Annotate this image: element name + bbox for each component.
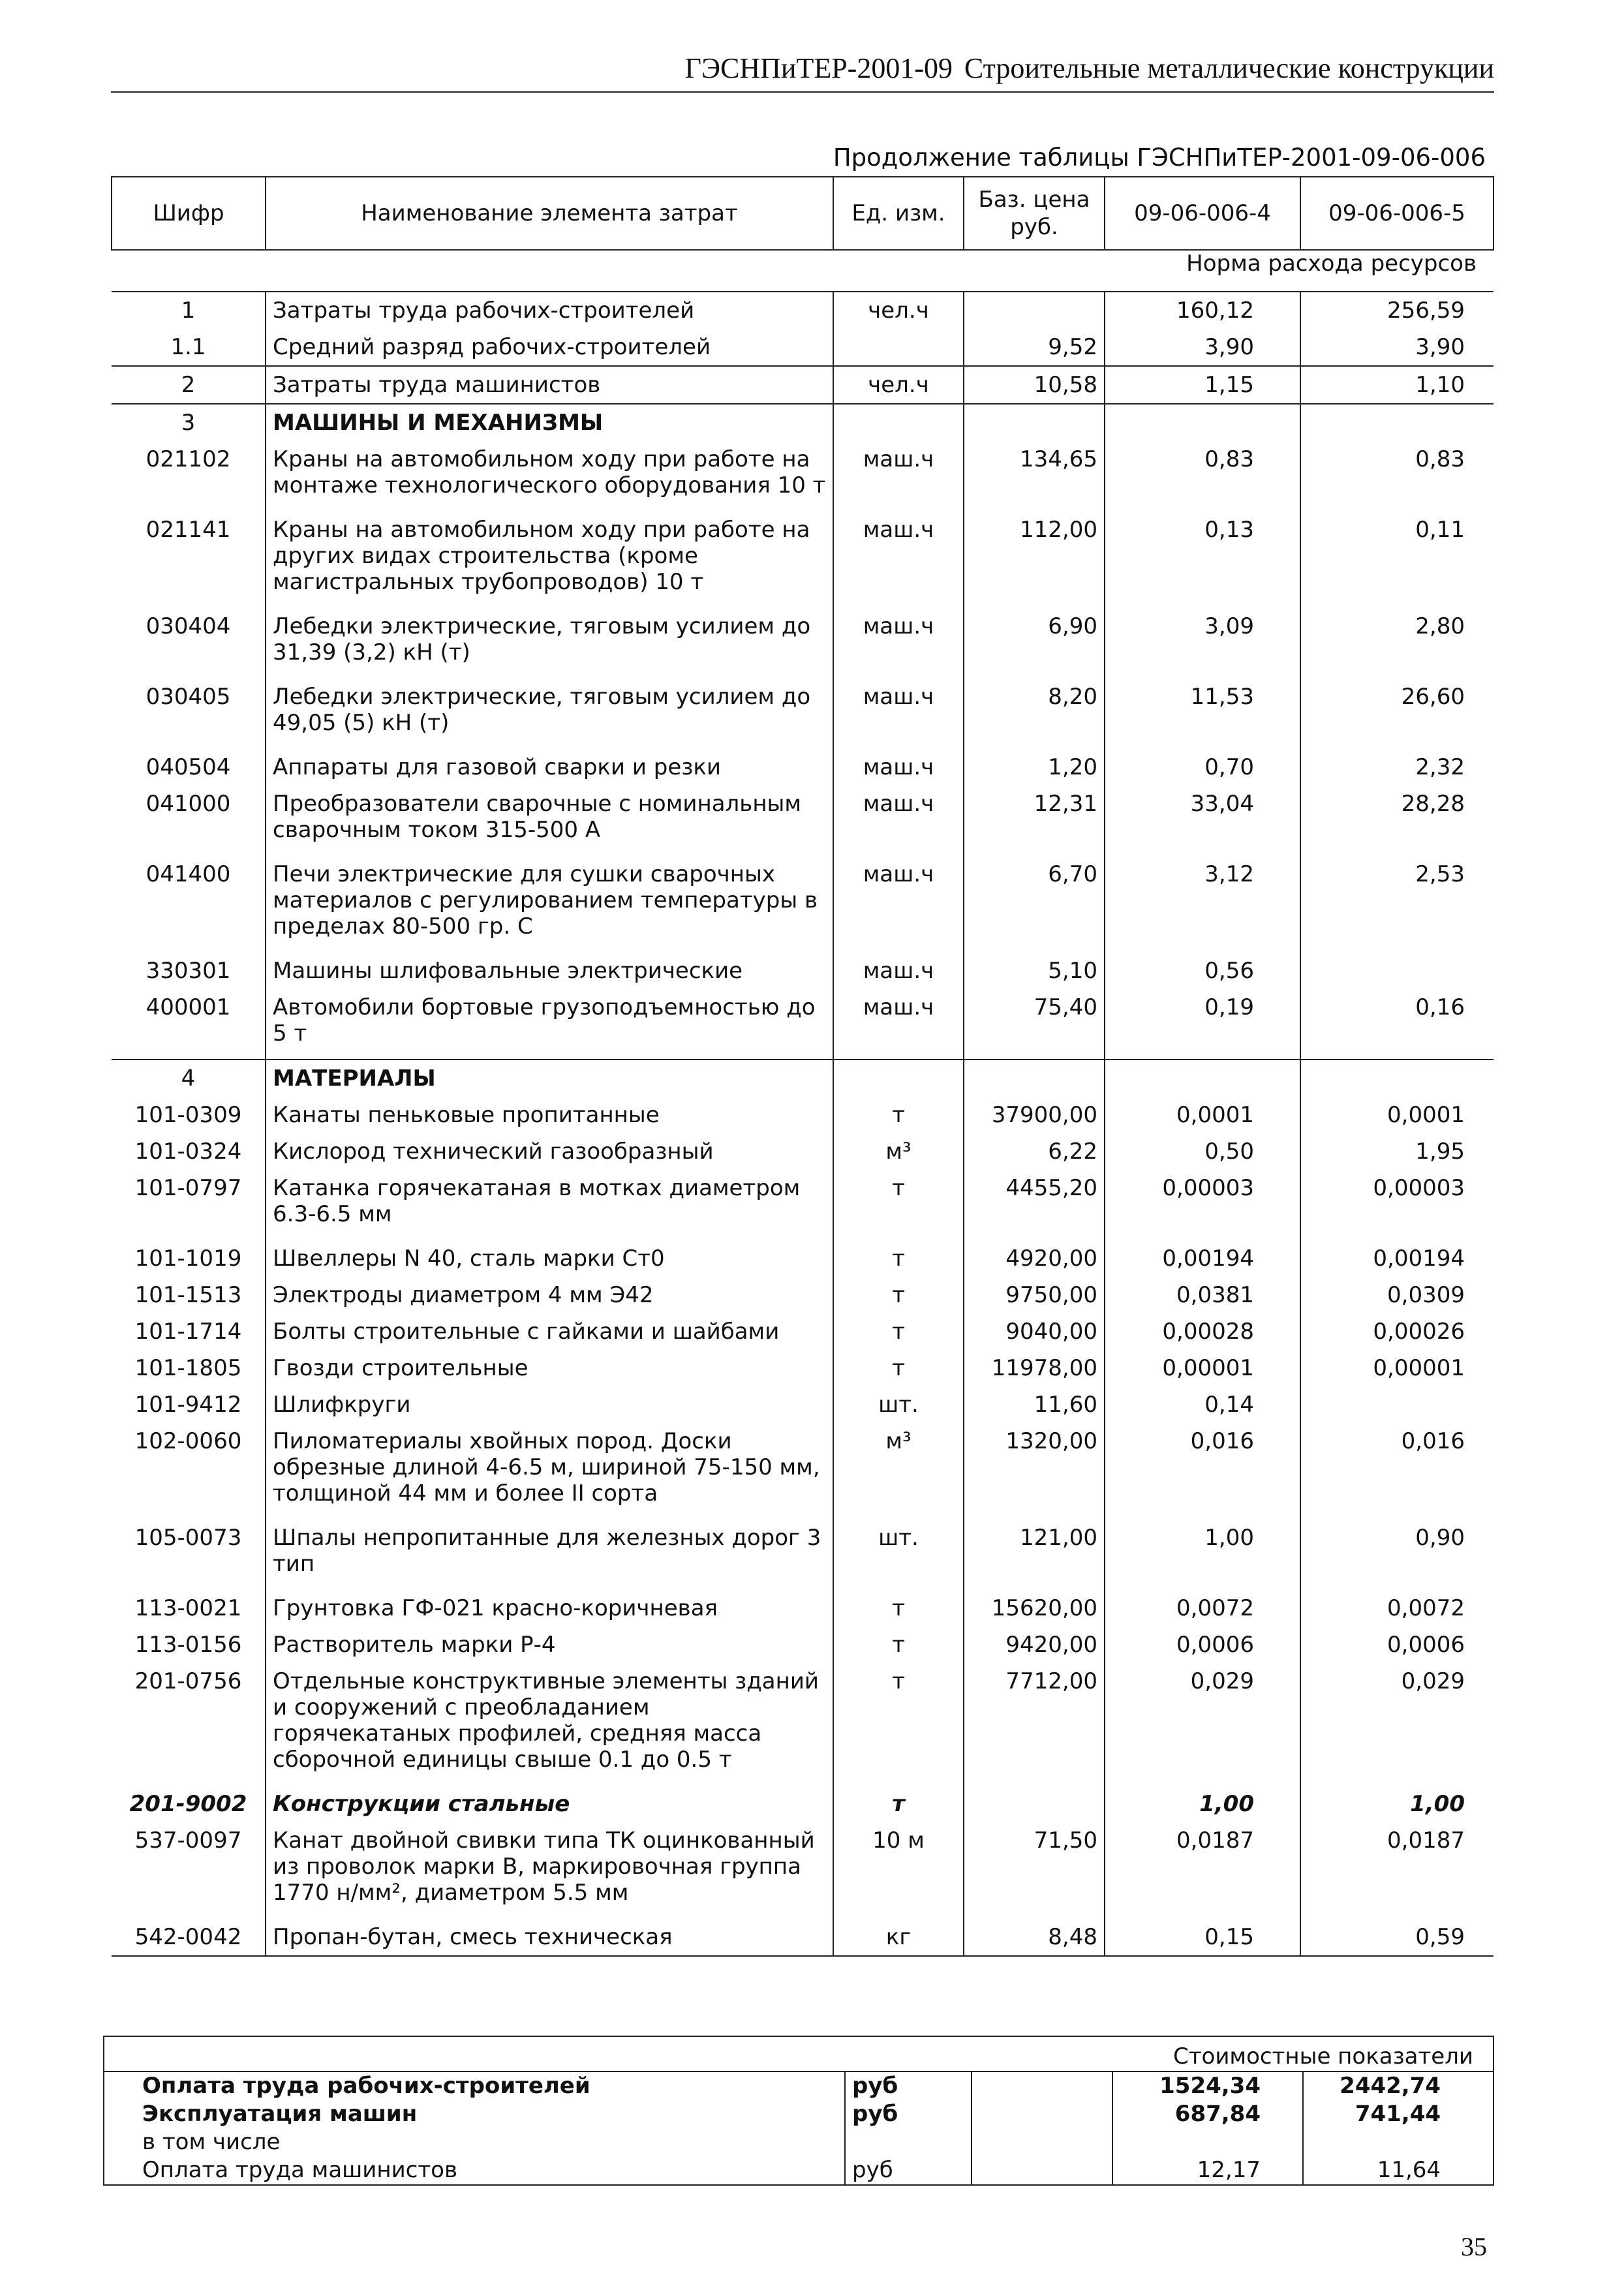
row-price: 7712,00	[964, 1663, 1105, 1786]
table-row	[112, 1590, 1494, 1627]
row-code: 101-0324	[134, 1138, 242, 1165]
row-code: 542-0042	[134, 1924, 242, 1950]
row-value-2: 1,00	[1300, 1786, 1494, 1822]
cost-row-name: Оплата труда машинистов	[142, 2157, 458, 2183]
row-price: 12,31	[964, 786, 1105, 856]
table-row	[112, 1919, 1494, 1956]
row-name: Краны на автомобильном ходу при работе на монтаже технологического оборудования 10 т	[266, 441, 833, 512]
row-code: 1.1	[170, 334, 206, 360]
row-name: Катанка горячекатаная в мотках диаметром 6.3-6.5 мм	[266, 1170, 833, 1240]
row-price: 6,90	[964, 608, 1105, 679]
row-name: Пиломатериалы хвойных пород. Доски обрезные длиной 4-6.5 м, шириной 75-150 мм, толщиной 44 мм и более II сорта	[266, 1423, 833, 1520]
row-unit: т	[833, 1590, 964, 1627]
cost-label: Стоимостные показатели	[104, 2036, 1494, 2071]
row-value-2: 0,0309	[1300, 1277, 1494, 1313]
row-code: 537-0097	[134, 1827, 242, 1854]
col-header-col1: 09-06-006-4	[1105, 177, 1300, 250]
table-row	[112, 1822, 1494, 1919]
row-value-1: 1,00	[1105, 1520, 1300, 1590]
row-value-1: 3,09	[1105, 608, 1300, 679]
cost-row-name: в том числе	[142, 2129, 281, 2155]
row-unit	[833, 329, 964, 366]
cost-row	[104, 2071, 1494, 2100]
row-name: Электроды диаметром 4 мм Э42	[266, 1277, 833, 1313]
row-price: 71,50	[964, 1822, 1105, 1919]
cost-row-value-1: 12,17	[1112, 2156, 1303, 2185]
row-price: 1320,00	[964, 1423, 1105, 1520]
row-value-2: 0,83	[1300, 441, 1494, 512]
row-value-1: 0,029	[1105, 1663, 1300, 1786]
row-price: 8,48	[964, 1919, 1105, 1956]
row-value-1: 1,00	[1105, 1786, 1300, 1822]
row-code: 330301	[146, 958, 231, 984]
table-row	[112, 512, 1494, 608]
row-value-1: 1,15	[1105, 366, 1300, 404]
table-row	[112, 856, 1494, 953]
row-price: 1,20	[964, 749, 1105, 786]
row-name: МАТЕРИАЛЫ	[266, 1060, 833, 1097]
row-unit: шт.	[833, 1386, 964, 1423]
row-value-2	[1300, 953, 1494, 989]
row-unit: т	[833, 1350, 964, 1386]
row-value-1: 3,12	[1105, 856, 1300, 953]
row-code: 021141	[146, 517, 231, 543]
row-value-2: 0,029	[1300, 1663, 1494, 1786]
row-name: Шлифкруги	[266, 1386, 833, 1423]
running-header	[111, 39, 1494, 93]
row-price: 112,00	[964, 512, 1105, 608]
cost-row-value-1: 687,84	[1112, 2100, 1303, 2128]
table-header-row	[112, 177, 1494, 250]
cost-row-value-2: 741,44	[1303, 2100, 1494, 2128]
table-row	[112, 608, 1494, 679]
row-code: 201-9002	[129, 1791, 247, 1817]
row-name: Затраты труда рабочих-строителей	[266, 292, 833, 329]
row-price: 75,40	[964, 989, 1105, 1060]
row-unit: т	[833, 1240, 964, 1277]
row-value-1: 33,04	[1105, 786, 1300, 856]
row-value-1: 0,50	[1105, 1133, 1300, 1170]
row-unit: шт.	[833, 1520, 964, 1590]
cost-row-unit: руб	[845, 2100, 972, 2128]
page-number: 35	[1461, 2232, 1487, 2261]
cost-indicators-table	[103, 2036, 1494, 2186]
row-price: 9040,00	[964, 1313, 1105, 1350]
row-price: 11,60	[964, 1386, 1105, 1423]
table-row	[112, 329, 1494, 366]
row-value-1: 0,0001	[1105, 1097, 1300, 1133]
row-name: Шпалы непропитанные для железных дорог 3 тип	[266, 1520, 833, 1590]
row-code: 030404	[146, 613, 231, 639]
row-value-2: 2,80	[1300, 608, 1494, 679]
row-value-2: 0,00194	[1300, 1240, 1494, 1277]
row-unit: кг	[833, 1919, 964, 1956]
table-row	[112, 1520, 1494, 1590]
row-unit: т	[833, 1627, 964, 1663]
table-row	[112, 989, 1494, 1060]
cost-row-unit: руб	[845, 2071, 972, 2100]
row-price: 121,00	[964, 1520, 1105, 1590]
row-name: Растворитель марки Р-4	[266, 1627, 833, 1663]
row-unit: маш.ч	[833, 512, 964, 608]
row-value-2: 28,28	[1300, 786, 1494, 856]
row-value-1: 0,70	[1105, 749, 1300, 786]
table-row	[112, 366, 1494, 404]
row-value-1: 11,53	[1105, 679, 1300, 749]
row-price: 6,22	[964, 1133, 1105, 1170]
row-value-1: 3,90	[1105, 329, 1300, 366]
table-continuation-caption: Продолжение таблицы ГЭСНПиТЕР-2001-09-06-006	[833, 144, 1486, 172]
row-price: 11978,00	[964, 1350, 1105, 1386]
cost-row-value-2: 11,64	[1303, 2156, 1494, 2185]
row-price: 15620,00	[964, 1590, 1105, 1627]
row-code: 040504	[146, 754, 231, 780]
cost-row-value-1: 1524,34	[1112, 2071, 1303, 2100]
row-name: Аппараты для газовой сварки и резки	[266, 749, 833, 786]
row-price	[964, 1786, 1105, 1822]
row-name: Краны на автомобильном ходу при работе на других видах строительства (кроме магистральных трубопроводов) 10 т	[266, 512, 833, 608]
col-header-price: Баз. цена руб.	[964, 177, 1105, 250]
col-header-name: Наименование элемента затрат	[266, 177, 833, 250]
row-value-1: 0,15	[1105, 1919, 1300, 1956]
row-code: 101-1714	[134, 1319, 242, 1345]
row-price	[964, 292, 1105, 329]
row-code: 113-0021	[134, 1595, 242, 1621]
table-row	[112, 1277, 1494, 1313]
row-value-2: 0,00003	[1300, 1170, 1494, 1240]
row-value-2: 1,10	[1300, 366, 1494, 404]
table-row	[112, 441, 1494, 512]
section-row-machines	[112, 404, 1494, 441]
row-value-1: 0,56	[1105, 953, 1300, 989]
row-value-1: 0,13	[1105, 512, 1300, 608]
row-unit: т	[833, 1097, 964, 1133]
row-unit: маш.ч	[833, 989, 964, 1060]
row-unit: м³	[833, 1423, 964, 1520]
row-name: Лебедки электрические, тяговым усилием до 31,39 (3,2) кН (т)	[266, 608, 833, 679]
row-price: 10,58	[964, 366, 1105, 404]
cost-row	[104, 2156, 1494, 2185]
row-price: 4455,20	[964, 1170, 1105, 1240]
table-row	[112, 679, 1494, 749]
row-value-2: 0,00001	[1300, 1350, 1494, 1386]
table-row	[112, 1350, 1494, 1386]
section-row-materials	[112, 1060, 1494, 1097]
cost-row-name: Оплата труда рабочих-строителей	[142, 2073, 590, 2099]
row-code: 4	[112, 1060, 266, 1097]
row-code: 101-1805	[134, 1355, 242, 1381]
row-value-1: 0,0381	[1105, 1277, 1300, 1313]
row-code: 105-0073	[134, 1525, 242, 1551]
row-unit: т	[833, 1277, 964, 1313]
row-name: Пропан-бутан, смесь техническая	[266, 1919, 833, 1956]
row-code: 101-1019	[134, 1245, 242, 1272]
row-price: 4920,00	[964, 1240, 1105, 1277]
row-code: 101-9412	[134, 1392, 242, 1418]
row-unit: т	[833, 1786, 964, 1822]
row-unit: т	[833, 1663, 964, 1786]
cost-label-row	[104, 2036, 1494, 2071]
row-code: 2	[112, 366, 266, 404]
table-row-highlighted	[112, 1786, 1494, 1822]
row-unit: т	[833, 1313, 964, 1350]
row-name: Лебедки электрические, тяговым усилием до 49,05 (5) кН (т)	[266, 679, 833, 749]
row-value-1: 0,0187	[1105, 1822, 1300, 1919]
row-value-2: 0,0001	[1300, 1097, 1494, 1133]
table-row	[112, 1386, 1494, 1423]
row-name: Конструкции стальные	[266, 1786, 833, 1822]
row-name: Машины шлифовальные электрические	[266, 953, 833, 989]
row-value-2: 0,0006	[1300, 1627, 1494, 1663]
row-value-1: 0,0072	[1105, 1590, 1300, 1627]
row-price: 134,65	[964, 441, 1105, 512]
col-header-code: Шифр	[112, 177, 266, 250]
row-code: 101-0309	[134, 1102, 242, 1128]
row-value-2: 0,11	[1300, 512, 1494, 608]
row-value-2: 2,32	[1300, 749, 1494, 786]
row-name: МАШИНЫ И МЕХАНИЗМЫ	[266, 404, 833, 441]
table-row	[112, 1240, 1494, 1277]
row-value-2: 0,90	[1300, 1520, 1494, 1590]
row-name: Автомобили бортовые грузоподъемностью до 5 т	[266, 989, 833, 1060]
cost-row-value-2: 2442,74	[1303, 2071, 1494, 2100]
row-value-2: 0,0072	[1300, 1590, 1494, 1627]
row-unit: маш.ч	[833, 441, 964, 512]
row-code: 041000	[146, 791, 231, 817]
row-code: 021102	[146, 446, 231, 472]
table-row	[112, 1313, 1494, 1350]
row-name: Болты строительные с гайками и шайбами	[266, 1313, 833, 1350]
cost-row-unit: руб	[845, 2156, 972, 2185]
row-unit: т	[833, 1170, 964, 1240]
row-name: Кислород технический газообразный	[266, 1133, 833, 1170]
row-name: Канаты пеньковые пропитанные	[266, 1097, 833, 1133]
row-price: 9420,00	[964, 1627, 1105, 1663]
row-value-2: 26,60	[1300, 679, 1494, 749]
table-row	[112, 292, 1494, 329]
row-name: Гвозди строительные	[266, 1350, 833, 1386]
row-code: 030405	[146, 684, 231, 710]
row-value-2: 1,95	[1300, 1133, 1494, 1170]
row-name: Канат двойной свивки типа ТК оцинкованный из проволок марки В, маркировочная группа 1770 н/мм², диаметром 5.5 мм	[266, 1822, 833, 1919]
row-code: 041400	[146, 861, 231, 887]
row-value-2	[1300, 1386, 1494, 1423]
row-name: Швеллеры N 40, сталь марки Ст0	[266, 1240, 833, 1277]
col-header-col2: 09-06-006-5	[1300, 177, 1494, 250]
row-name: Преобразователи сварочные с номинальным сварочным током 315-500 А	[266, 786, 833, 856]
row-value-2: 256,59	[1300, 292, 1494, 329]
col-header-unit: Ед. изм.	[833, 177, 964, 250]
table-row	[112, 1170, 1494, 1240]
row-price: 9,52	[964, 329, 1105, 366]
row-value-1: 0,00001	[1105, 1350, 1300, 1386]
row-value-2: 0,16	[1300, 989, 1494, 1060]
cost-row	[104, 2100, 1494, 2128]
row-value-1: 0,0006	[1105, 1627, 1300, 1663]
row-unit: маш.ч	[833, 786, 964, 856]
norm-label-row	[112, 250, 1494, 292]
table-row	[112, 786, 1494, 856]
row-unit: маш.ч	[833, 856, 964, 953]
header-code: ГЭСНПиТЕР-2001-09	[684, 52, 953, 84]
header-title: Строительные металлические конструкции	[964, 52, 1494, 84]
table-row	[112, 1423, 1494, 1520]
row-price: 5,10	[964, 953, 1105, 989]
row-code: 3	[112, 404, 266, 441]
row-value-1: 0,19	[1105, 989, 1300, 1060]
row-unit: маш.ч	[833, 679, 964, 749]
row-value-1: 0,00194	[1105, 1240, 1300, 1277]
row-unit: м³	[833, 1133, 964, 1170]
row-price: 6,70	[964, 856, 1105, 953]
row-value-1: 0,14	[1105, 1386, 1300, 1423]
row-code: 102-0060	[134, 1428, 242, 1454]
row-code: 400001	[146, 994, 231, 1020]
row-value-2: 0,59	[1300, 1919, 1494, 1956]
norm-label: Норма расхода ресурсов	[112, 250, 1494, 292]
row-name: Средний разряд рабочих-строителей	[266, 329, 833, 366]
row-value-1: 0,00003	[1105, 1170, 1300, 1240]
table-row	[112, 1097, 1494, 1133]
row-value-2: 0,016	[1300, 1423, 1494, 1520]
table-row	[112, 1663, 1494, 1786]
cost-row-name: Эксплуатация машин	[142, 2101, 418, 2127]
row-unit: маш.ч	[833, 608, 964, 679]
table-row	[112, 749, 1494, 786]
row-value-1: 0,00028	[1105, 1313, 1300, 1350]
row-code: 113-0156	[134, 1632, 242, 1658]
row-price: 9750,00	[964, 1277, 1105, 1313]
row-code: 1	[181, 298, 196, 324]
row-code: 201-0756	[134, 1668, 242, 1694]
row-unit: маш.ч	[833, 749, 964, 786]
row-name: Грунтовка ГФ-021 красно-коричневая	[266, 1590, 833, 1627]
cost-row	[104, 2128, 1494, 2156]
row-value-1: 160,12	[1105, 292, 1300, 329]
row-unit: чел.ч	[833, 366, 964, 404]
table-row	[112, 1627, 1494, 1663]
row-unit: маш.ч	[833, 953, 964, 989]
row-name: Печи электрические для сушки сварочных материалов с регулированием температуры в пределах 80-500 гр. С	[266, 856, 833, 953]
row-unit: чел.ч	[833, 292, 964, 329]
row-value-1: 0,83	[1105, 441, 1300, 512]
row-unit: 10 м	[833, 1822, 964, 1919]
resource-norms-table	[111, 176, 1494, 1957]
row-value-2: 3,90	[1300, 329, 1494, 366]
row-name: Затраты труда машинистов	[266, 366, 833, 404]
row-code: 101-0797	[134, 1175, 242, 1201]
row-value-1: 0,016	[1105, 1423, 1300, 1520]
table-row	[112, 953, 1494, 989]
row-value-2: 2,53	[1300, 856, 1494, 953]
row-name: Отдельные конструктивные элементы зданий и сооружений с преобладанием горячекатаных профилей, средняя масса сборочной единицы свыше 0.1 до 0.5 т	[266, 1663, 833, 1786]
row-code: 101-1513	[134, 1282, 242, 1308]
row-price: 8,20	[964, 679, 1105, 749]
row-value-2: 0,00026	[1300, 1313, 1494, 1350]
row-price: 37900,00	[964, 1097, 1105, 1133]
row-value-2: 0,0187	[1300, 1822, 1494, 1919]
table-row	[112, 1133, 1494, 1170]
